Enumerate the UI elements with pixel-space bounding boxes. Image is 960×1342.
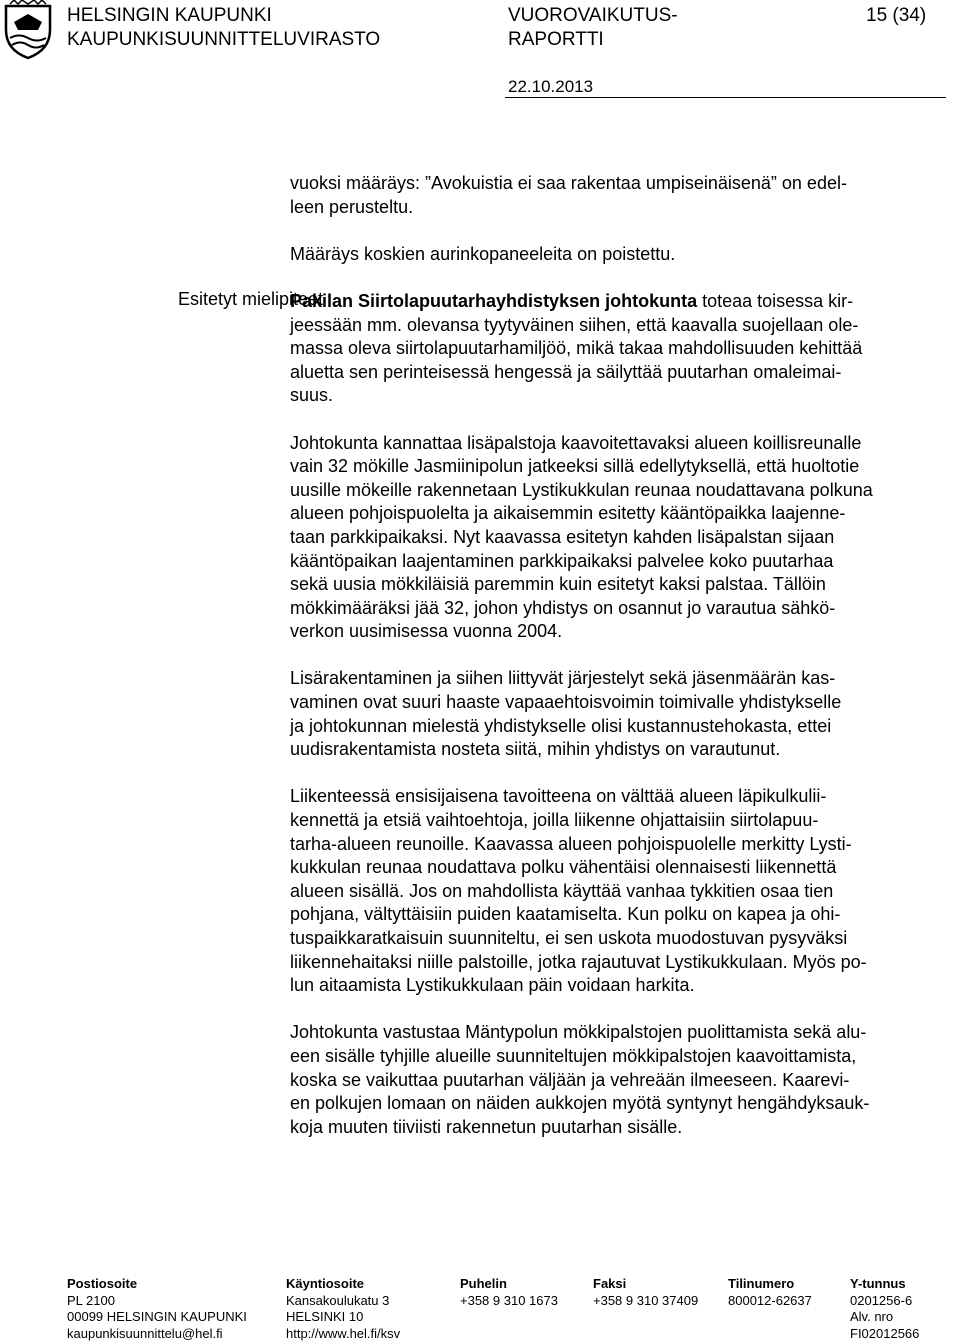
footer-values bbox=[460, 1293, 558, 1310]
paragraph-line bbox=[290, 290, 950, 314]
page-number: 15 (34) bbox=[866, 5, 927, 26]
footer-value: FI02012566 bbox=[850, 1325, 920, 1341]
paragraph-line: koja muuten tiiviisti rakennetun puutarhan sisälle. bbox=[290, 1116, 683, 1137]
paragraph bbox=[290, 667, 950, 761]
paragraph-line: pohjana, vältyttäisiin puiden kaatamiselta. Kun polku on kapea ja ohi- bbox=[290, 904, 841, 925]
footer-values bbox=[286, 1293, 400, 1342]
header-divider bbox=[505, 97, 946, 98]
paragraph bbox=[290, 785, 950, 997]
footer-business-id bbox=[850, 1276, 919, 1342]
paragraph-line: lun aitaamista Lystikukkulaan päin voidaan harkita. bbox=[290, 975, 695, 996]
footer-phone bbox=[460, 1276, 558, 1309]
paragraph-line: ja johtokunnan mielestä yhdistykselle olisi kustannustehokasta, ettei bbox=[290, 715, 832, 736]
paragraph-line: verkon uusimisessa vuonna 2004. bbox=[290, 621, 563, 642]
paragraph-line: alueen sisällä. Jos on mahdollista käyttää vanhaa tykkitien osaa tien bbox=[290, 880, 834, 901]
footer-visiting-address bbox=[286, 1276, 400, 1342]
footer-value: 800012-62637 bbox=[728, 1292, 812, 1308]
paragraph bbox=[290, 1021, 950, 1139]
organization-name bbox=[67, 4, 380, 52]
paragraph-line: koska se vaikuttaa puutarhan väljään ja vehreään ilmeeseen. Kaarevi- bbox=[290, 1069, 850, 1090]
footer-values bbox=[593, 1293, 698, 1310]
paragraph bbox=[290, 290, 950, 408]
paragraph-line: uusille mökeille rakennetaan Lystikukkulan reunaa noudattavana polkuna bbox=[290, 479, 873, 500]
paragraph-line: tuspaikkaratkaisuin suunniteltu, ei sen uskota muodostuvan pysyväksi bbox=[290, 928, 848, 948]
paragraph-line: Lisärakentaminen ja siihen liittyvät järjestelyt sekä jäsenmäärän kas- bbox=[290, 668, 836, 689]
footer-heading: Y-tunnus bbox=[850, 1276, 906, 1291]
paragraph-line: sekä uusia mökkiläisiä paremmin kuin esitetyt kaksi palstaa. Tällöin bbox=[290, 574, 826, 595]
paragraph-line: tarha-alueen reunoille. Kaavassa alueen pohjoispuolelle merkitty Lysti- bbox=[290, 833, 852, 854]
paragraph-line: Liikenteessä ensisijaisena tavoitteena on välttää alueen läpikulkulii- bbox=[290, 786, 827, 807]
footer-value: 00099 HELSINGIN KAUPUNKI bbox=[67, 1309, 247, 1324]
footer-values bbox=[850, 1293, 919, 1342]
footer-value: kaupunkisuunnittelu@hel.fi bbox=[67, 1325, 223, 1341]
paragraph-line: alueen pohjoispuolelta ja aikaisemmin esitetty kääntöpaikka laajenne- bbox=[290, 503, 846, 524]
document-date: 22.10.2013 bbox=[508, 77, 594, 96]
paragraph-line: aluetta sen perinteisessä hengessä ja säilyttää puutarhan omaleimai- bbox=[290, 361, 842, 382]
footer-value: +358 9 310 1673 bbox=[460, 1292, 558, 1308]
footer-value: Kansakoulukatu 3 bbox=[286, 1292, 390, 1308]
paragraph-text: toteaa toisessa kir- bbox=[697, 290, 854, 311]
helsinki-coat-of-arms-logo bbox=[2, 0, 54, 60]
org-line-1: HELSINGIN KAUPUNKI bbox=[67, 5, 272, 26]
paragraph-line: uudisrakentamista nosteta siitä, mihin yhdistys on varautunut. bbox=[290, 739, 781, 760]
footer-value: 0201256-6 bbox=[850, 1292, 913, 1308]
paragraph-line: vaminen ovat suuri haaste vapaaehtoisvoimin toimivalle yhdistykselle bbox=[290, 692, 842, 713]
org-line-2: KAUPUNKISUUNNITTELUVIRASTO bbox=[67, 29, 381, 50]
paragraph bbox=[290, 432, 950, 644]
paragraph bbox=[290, 172, 950, 219]
footer-heading: Käyntiosoite bbox=[286, 1276, 365, 1291]
document-body bbox=[290, 172, 950, 1163]
paragraph-line: mökkimääräksi jää 32, johon yhdistys on osannut jo varautua sähkö- bbox=[290, 597, 836, 618]
paragraph-line: een sisälle tyhjille alueille suunniteltujen mökkipalstojen kaavoittamista, bbox=[290, 1045, 857, 1066]
paragraph-line: Johtokunta vastustaa Mäntypolun mökkipalstojen puolittamista sekä alu- bbox=[290, 1022, 867, 1043]
footer-account-number bbox=[728, 1276, 812, 1309]
paragraph-line: vuoksi määräys: ”Avokuistia ei saa rakentaa umpiseinäisenä” on edel- bbox=[290, 173, 847, 193]
section-heading: Esitetyt mielipiteet bbox=[178, 289, 324, 309]
paragraph bbox=[290, 243, 950, 267]
doc-type-line-2: RAPORTTI bbox=[508, 29, 604, 50]
paragraph-line: kääntöpaikan laajentaminen parkkipaikaksi palvelee koko puutarhaa bbox=[290, 550, 834, 571]
footer-heading: Tilinumero bbox=[728, 1276, 795, 1291]
footer-value: +358 9 310 37409 bbox=[593, 1292, 699, 1308]
paragraph-line: liikennehaitaksi niille palstoille, jotka rajautuvat Lystikukkulaan. Myös po- bbox=[290, 951, 867, 972]
paragraph-line: taan parkkipaikaksi. Nyt kaavassa esitetyn kahden lisäpalstan sijaan bbox=[290, 526, 835, 547]
footer-value: http://www.hel.fi/ksv bbox=[286, 1325, 401, 1341]
footer-value: PL 2100 bbox=[67, 1292, 115, 1308]
paragraph-line: Johtokunta kannattaa lisäpalstoja kaavoitettavaksi alueen koillisreunalle bbox=[290, 432, 862, 453]
footer-heading: Faksi bbox=[593, 1276, 627, 1291]
paragraph-line: leen perusteltu. bbox=[290, 196, 414, 217]
footer-heading: Postiosoite bbox=[67, 1276, 138, 1291]
footer-fax bbox=[593, 1276, 698, 1309]
footer-value: HELSINKI 10 bbox=[286, 1309, 364, 1324]
paragraph-line: suus. bbox=[290, 385, 334, 406]
footer-values bbox=[728, 1293, 812, 1310]
paragraph-lines bbox=[290, 314, 950, 408]
paragraph-line: kennettä ja etsiä vaihtoehtoja, joilla liikenne ohjattaisiin siirtolapuu- bbox=[290, 810, 819, 831]
footer-values bbox=[67, 1293, 247, 1342]
paragraph-line: kukkulan reunaa noudattava polku vähentäisi olennaisesti liikennettä bbox=[290, 857, 837, 878]
paragraph-line: Määräys koskien aurinkopaneeleita on poistettu. bbox=[290, 243, 676, 264]
paragraph-line: vain 32 mökille Jasmiinipolun jatkeeksi sillä edellytyksellä, että huoltotie bbox=[290, 456, 860, 477]
paragraph-line: jeessään mm. olevansa tyytyväinen siihen, että kaavalla suojellaan ole- bbox=[290, 314, 859, 335]
association-name: Pakilan Siirtolapuutarhayhdistyksen johtokunta bbox=[290, 290, 698, 311]
doc-type-line-1: VUOROVAIKUTUS- bbox=[508, 5, 678, 26]
footer-heading: Puhelin bbox=[460, 1276, 507, 1291]
paragraph-line: massa oleva siirtolapuutarhamiljöö, mikä takaa mahdollisuuden kehittää bbox=[290, 338, 863, 359]
footer-postal-address bbox=[67, 1276, 247, 1342]
paragraph-line: en polkujen lomaan on näiden aukkojen myötä syntynyt hengähdyksauk- bbox=[290, 1093, 870, 1114]
document-type bbox=[508, 4, 678, 52]
footer-value: Alv. nro bbox=[850, 1309, 894, 1324]
